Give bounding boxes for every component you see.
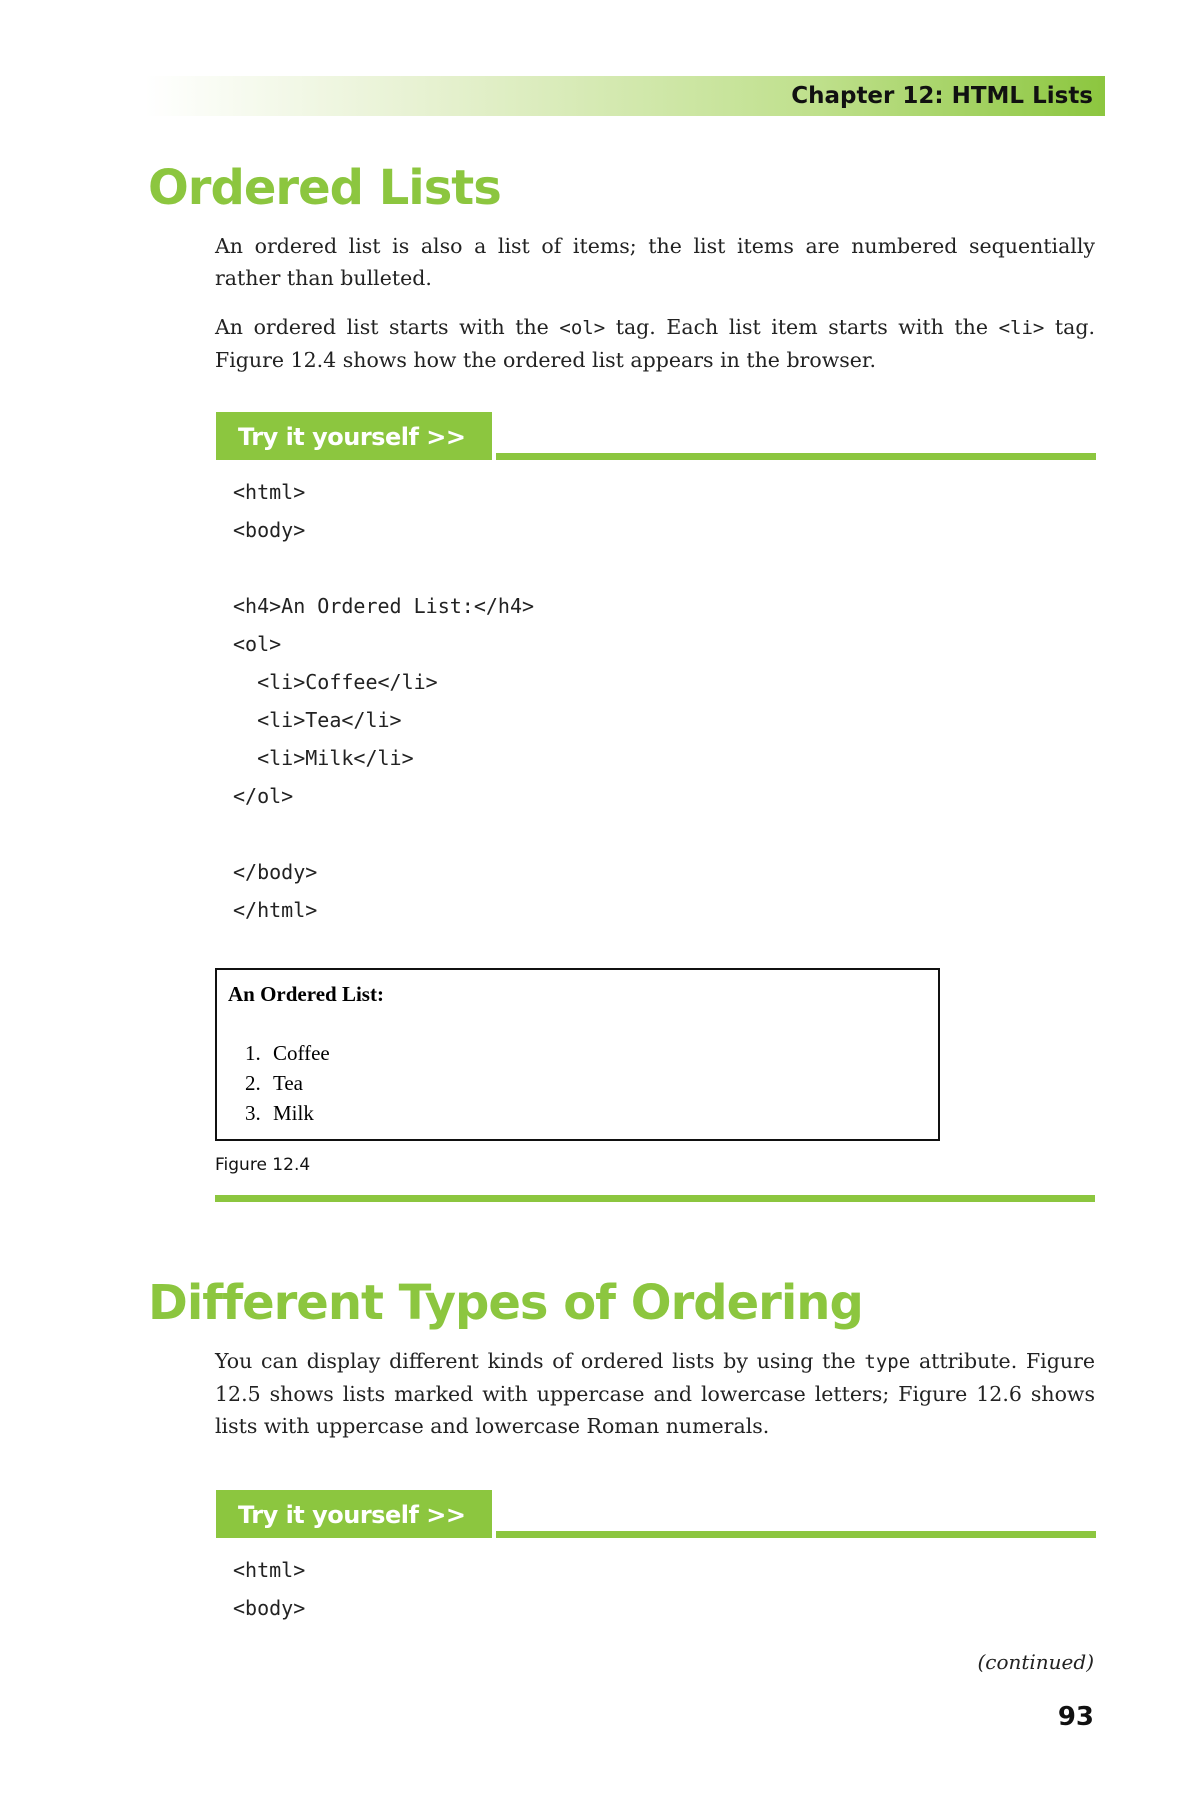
- section-title-different-types: Different Types of Ordering: [148, 1275, 863, 1331]
- list-item-label: Tea: [273, 1071, 304, 1095]
- paragraph-text: tag. Figure 12.4 shows how the ordered list appears in the browser.: [215, 315, 1095, 372]
- paragraph-text: You can display different kinds of ordered lists by using the: [215, 1349, 865, 1373]
- code-line: <html>: [233, 480, 306, 504]
- figure-ordered-list: [245, 1038, 330, 1128]
- ordered-list-intro-paragraph: An ordered list is also a list of items; the list items are numbered sequentially rather than bulleted.: [215, 234, 1095, 290]
- try-it-yourself-label: Try it yourself >>: [216, 412, 492, 460]
- code-line: </ol>: [233, 784, 294, 808]
- ordering-types-paragraph: [215, 1345, 1095, 1442]
- code-line: </body>: [233, 860, 318, 884]
- section-divider: [215, 1195, 1095, 1202]
- banner-rule: [496, 1531, 1096, 1538]
- chapter-header-band: [145, 76, 1105, 116]
- list-item-label: Coffee: [273, 1041, 330, 1065]
- list-item-number: 3.: [245, 1101, 261, 1125]
- chapter-title: Chapter 12: HTML Lists: [791, 83, 1093, 109]
- list-item: [245, 1098, 330, 1128]
- figure-caption: Figure 12.4: [215, 1155, 311, 1175]
- list-item: [245, 1038, 330, 1068]
- page-number: 93: [1057, 1702, 1094, 1732]
- section-title-ordered-lists: Ordered Lists: [148, 160, 501, 216]
- inline-code-type: type: [864, 1351, 911, 1373]
- code-line: </html>: [233, 898, 318, 922]
- figure-heading: An Ordered List:: [228, 982, 384, 1006]
- list-item-number: 1.: [245, 1041, 261, 1065]
- code-line: <body>: [233, 518, 306, 542]
- paragraph-text: An ordered list starts with the: [215, 315, 560, 339]
- paragraph-text: tag. Each list item starts with the: [605, 315, 999, 339]
- code-example-ordered-list: [233, 473, 534, 929]
- list-item-number: 2.: [245, 1071, 261, 1095]
- code-line: <li>Coffee</li>: [233, 670, 438, 694]
- code-line: <body>: [233, 1596, 306, 1620]
- try-it-yourself-banner: [216, 412, 1096, 460]
- list-item: [245, 1068, 330, 1098]
- inline-code-li: <li>: [998, 317, 1045, 339]
- ordered-list-tags-paragraph: [215, 311, 1095, 376]
- code-line: <h4>An Ordered List:</h4>: [233, 594, 535, 618]
- try-it-yourself-banner: [216, 1490, 1096, 1538]
- code-line: <li>Milk</li>: [233, 746, 414, 770]
- code-line: <ol>: [233, 632, 282, 656]
- code-line: <html>: [233, 1558, 306, 1582]
- browser-output-figure: [215, 968, 940, 1141]
- inline-code-ol: <ol>: [559, 317, 606, 339]
- code-line: <li>Tea</li>: [233, 708, 402, 732]
- banner-rule: [496, 453, 1096, 460]
- list-item-label: Milk: [273, 1101, 314, 1125]
- continued-note: (continued): [977, 1650, 1094, 1674]
- paragraph-text: attribute. Figure 12.5 shows lists marked with uppercase and lowercase letters; Figure 12.6 shows lists with uppercase and lowercase Roman numerals.: [215, 1349, 1095, 1438]
- code-example-types: [233, 1551, 305, 1627]
- try-it-yourself-label: Try it yourself >>: [216, 1490, 492, 1538]
